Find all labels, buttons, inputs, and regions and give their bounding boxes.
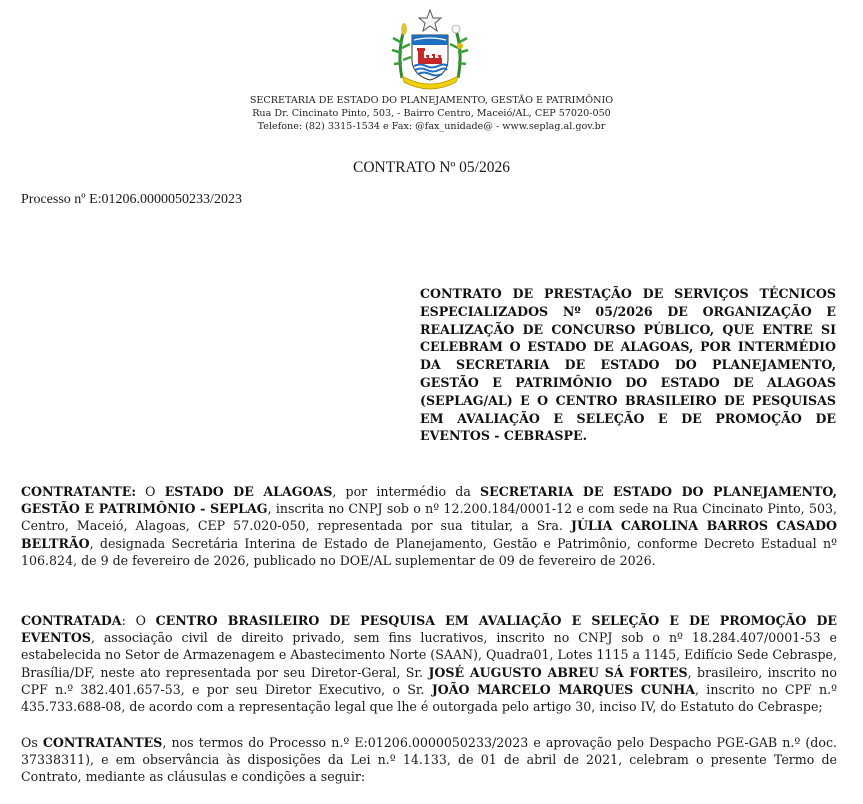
text: , associação civil de direito privado, sem fins lucrativos, inscrito no CNPJ sob o nº 18.284.407/0001-53 e estabelecida no Setor de Armazenagem e Abastecimento Norte (SAAN), Quadra01, Lotes 1115 a 1145, Edifício Sede Cebraspe, Brasília/DF, neste ato representada por seu Diretor-Geral, Sr. [21,630,837,680]
text: Os [21,735,43,750]
representative-name: JOÃO MARCELO MARQUES CUNHA [431,681,696,697]
text: , inscrito no CPF n.º 435.733.688-08, de acordo com a representação legal que lhe é outorgada pelo artigo 30, inciso IV, do Estatuto do Cebraspe; [21,681,837,715]
text: , nos termos do Processo n.º E:01206.0000050233/2023 e aprovação pelo Despacho PGE-GAB n.º (doc. 37338311), e em observância às disposições da Lei n.º 14.133, de 01 de abril de 2021, celebram o presente Termo de Contrato, mediante as cláusulas e condições a seguir: [21,735,837,785]
letterhead [0,94,863,133]
contract-title: CONTRATO Nº 05/2026 [353,159,510,176]
contratada-label: CONTRATADA [21,613,122,628]
process-number: Processo nº E:01206.0000050233/2023 [21,192,242,207]
text: , inscrita no CNPJ sob o nº 12.200.184/0001-12 e com sede na Rua Cincinato Pinto, 503, Centro, Maceió, Alagoas, CEP 57.020-050, representada por sua titular, a Sra. [21,501,837,534]
text: , brasileiro, inscrito no CPF n.º 382.401.657-53, e por seu Diretor Executivo, o Sr. [21,664,837,697]
department-contact: Telefone: (82) 3315-1534 e Fax: @fax_unidade@ - www.seplag.al.gov.br [257,121,606,132]
party-name: ESTADO DE ALAGOAS [164,484,333,499]
alagoas-coat-of-arms-icon [390,8,470,90]
text: : O [121,613,156,628]
agency-name: SECRETARIA DE ESTADO DO PLANEJAMENTO, GESTÃO E PATRIMÔNIO - SEPLAG [21,484,837,517]
contratante-label: CONTRATANTE: [21,484,137,499]
text: , por intermédio da [332,484,480,499]
contratada-paragraph [21,612,837,715]
department-address: Rua Dr. Cincinato Pinto, 503, - Bairro Centro, Maceió/AL, CEP 57020-050 [252,108,611,119]
party-name: CENTRO BRASILEIRO DE PESQUISA EM AVALIAÇÃO E SELEÇÃO E DE PROMOÇÃO DE EVENTOS [21,613,837,646]
text: , designada Secretária Interina de Estado de Planejamento, Gestão e Patrimônio, conforme Decreto Estadual nº 106.824, de 9 de fevereiro de 2026, publicado no DOE/AL suplementar de 09 de fevereiro de 2026. [21,535,837,568]
department-name: SECRETARIA DE ESTADO DO PLANEJAMENTO, GESTÃO E PATRIMÔNIO [249,95,614,106]
representative-name: JÚLIA CAROLINA BARROS CASADO BELTRÃO [21,518,837,551]
representative-name: JOSÉ AUGUSTO ABREU SÁ FORTES [428,664,688,680]
contratante-paragraph [21,483,837,569]
contract-summary: CONTRATO DE PRESTAÇÃO DE SERVIÇOS TÉCNICOS ESPECIALIZADOS Nº 05/2026 DE ORGANIZAÇÃO E REALIZAÇÃO DE CONCURSO PÚBLICO, QUE ENTRE SI CELEBRAM O ESTADO DE ALAGOAS, POR INTERMÉDIO DA SECRETARIA DE ESTADO DO PLANEJAMENTO, GESTÃO E PATRIMÔNIO DO ESTADO DE ALAGOAS (SEPLAG/AL) E O CENTRO BRASILEIRO DE PESQUISAS EM AVALIAÇÃO E SELEÇÃO E DE PROMOÇÃO DE EVENTOS - CEBRASPE. [420,286,836,444]
parties-label: CONTRATANTES [42,735,163,750]
contratantes-paragraph [21,734,837,786]
text: O [136,484,165,499]
